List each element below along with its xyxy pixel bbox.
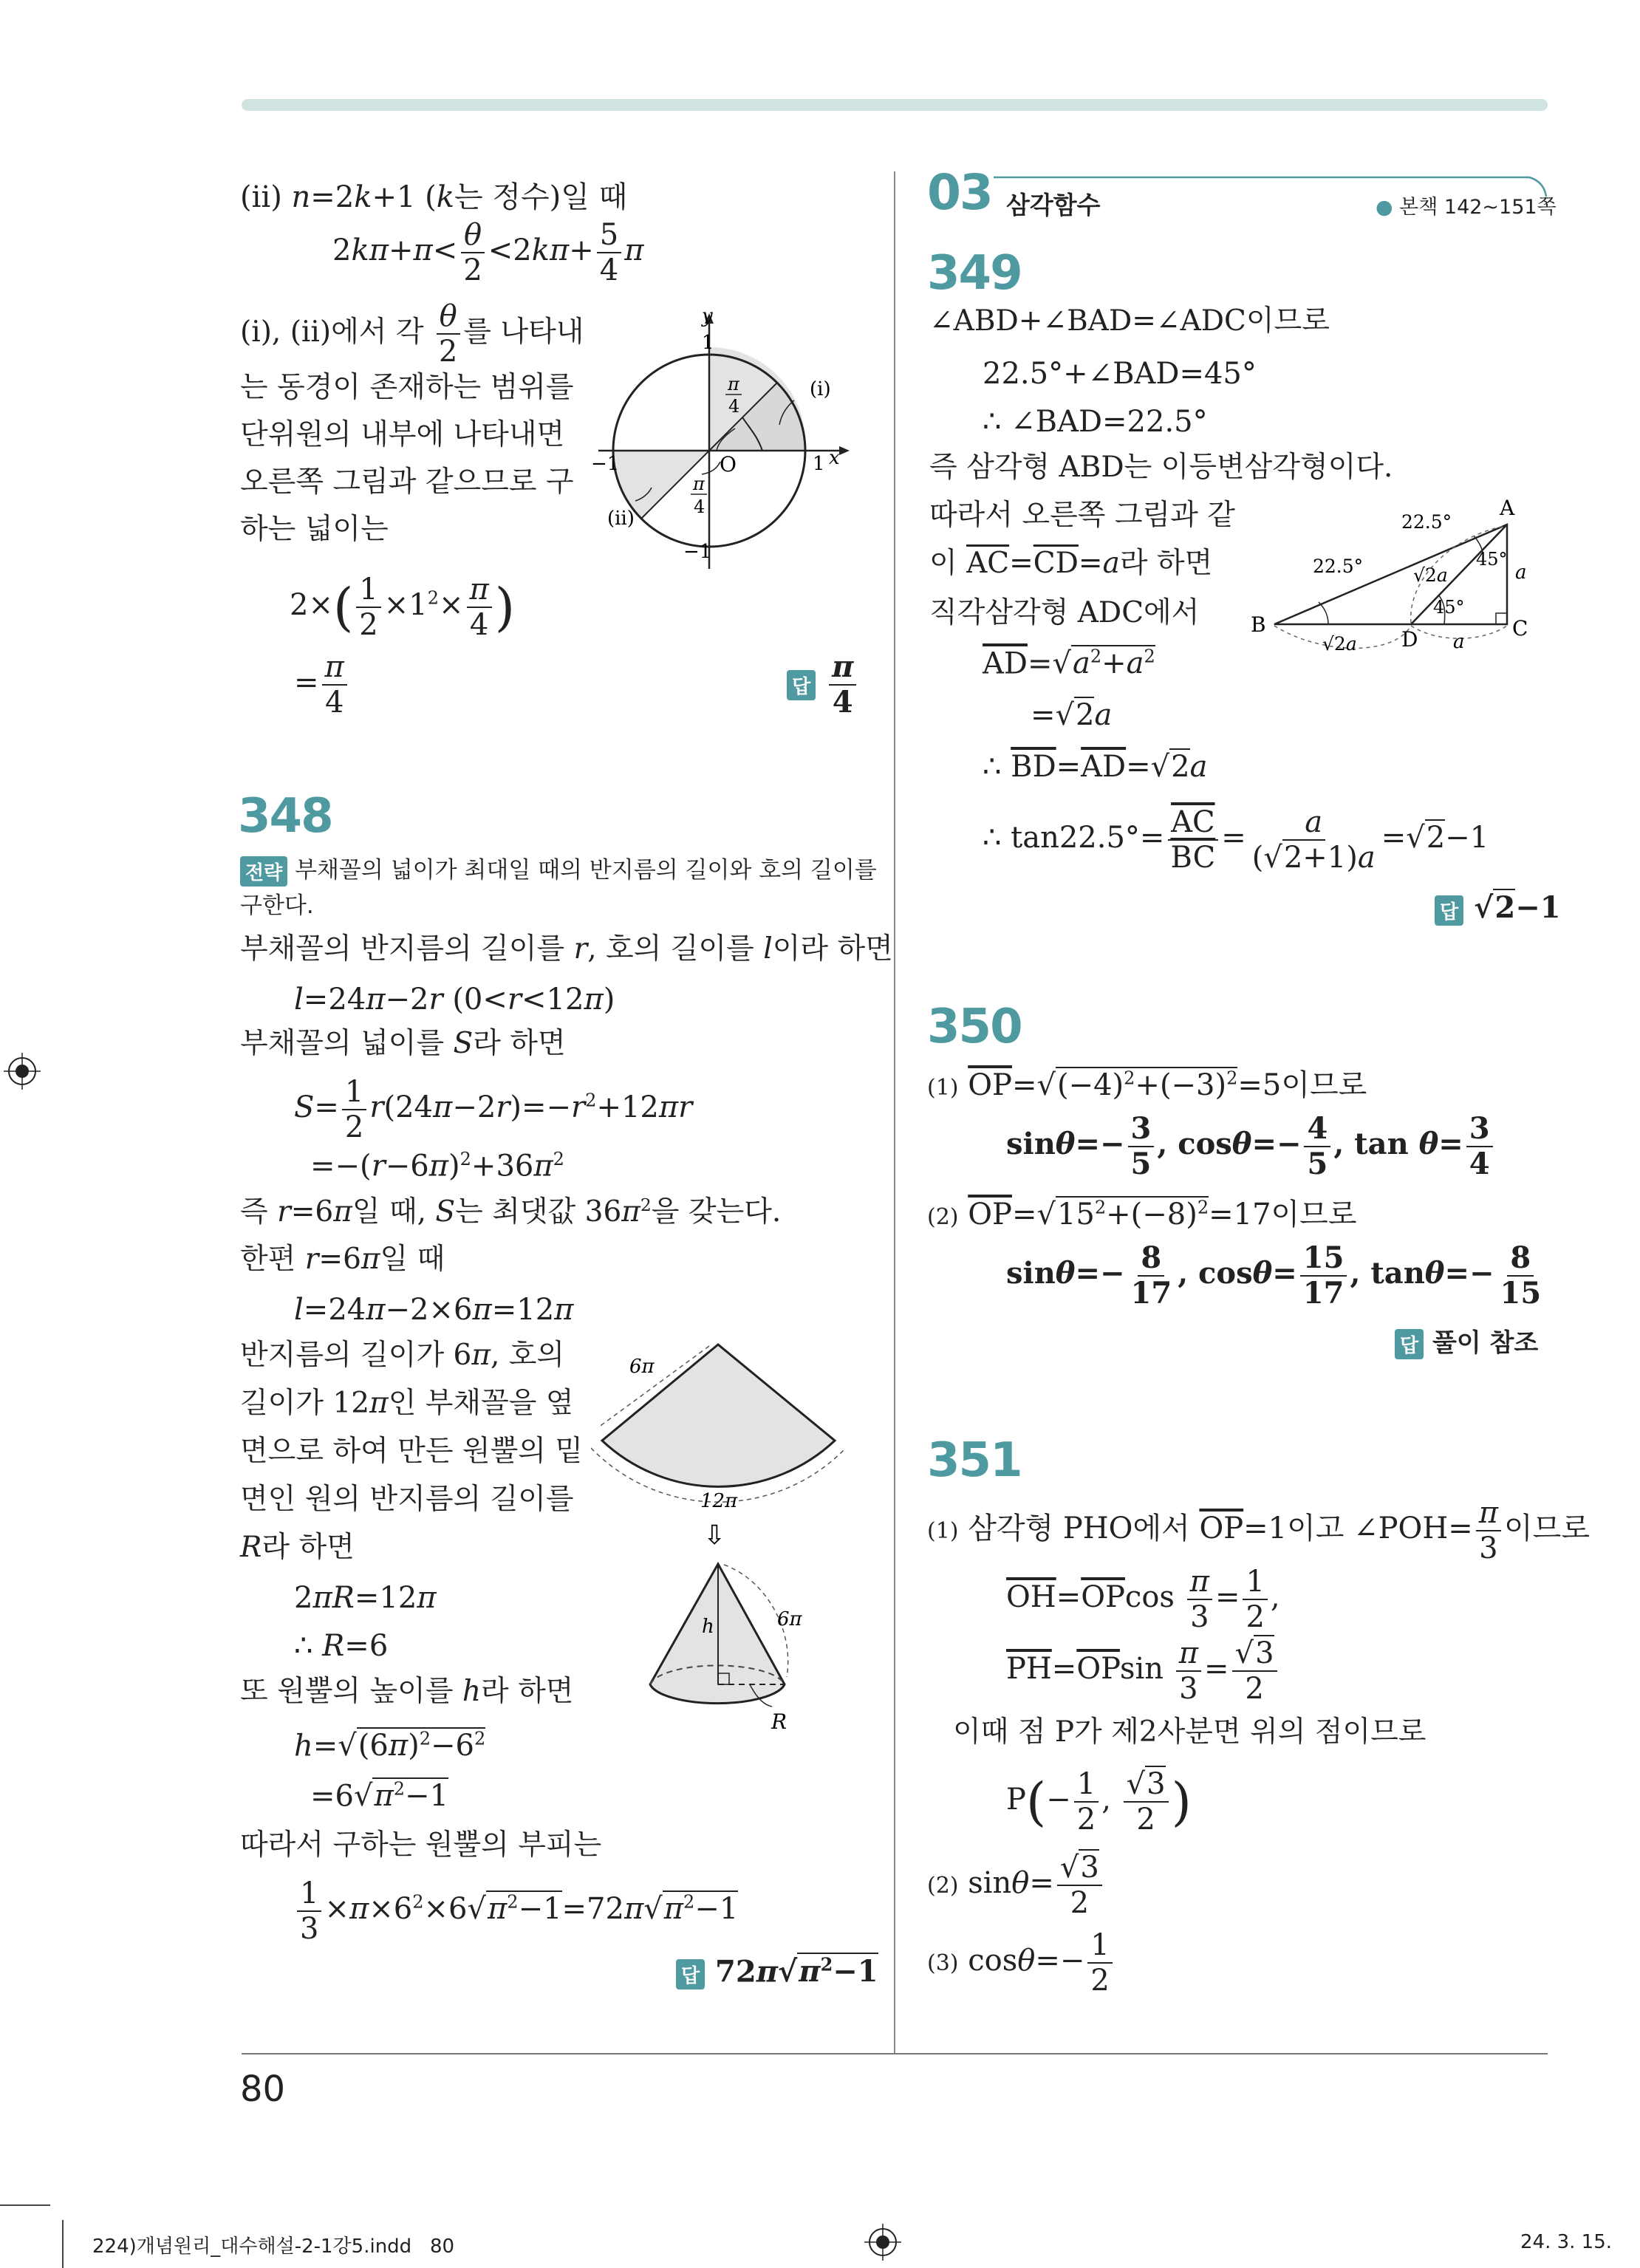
answer-349: 답 √ 2−1	[1435, 890, 1561, 926]
p351-line3: $\overline{PH}=\overline{OP}\sin$ $\frac{\pi}{3}$ = √ $\frac{3}{2}$	[1006, 1636, 1280, 1706]
p351-line4: 이때 점 P가 제2사분면 위의 점이므로	[953, 1715, 1427, 1749]
p349-line4: 즉 삼각형 ABD는 이등변삼각형이다.	[929, 451, 1393, 484]
label-angle-b: 22.5°	[1313, 556, 1364, 577]
label-angle-a-lower: 45°	[1476, 549, 1508, 570]
answer-347: 답 $\frac{\pi}{4}$	[787, 650, 859, 720]
p349-line5: 따라서 오른쪽 그림과 같	[929, 499, 1235, 532]
p351-line5: P(− $\frac{1}{2}$ , √ $\frac{3}{2}$ )	[1006, 1767, 1192, 1837]
section-title: 삼각함수	[1006, 191, 1101, 219]
top-bar	[242, 99, 1548, 111]
label-vertex-c: C	[1512, 616, 1528, 641]
label-case-i: (ⅰ)	[810, 378, 831, 400]
label-cone-slant: 6π	[777, 1608, 802, 1630]
page-number: 80	[240, 2069, 286, 2110]
label-dc-length: a	[1453, 631, 1465, 653]
label-x: x	[829, 447, 840, 469]
answer-badge-350: 답	[1395, 1329, 1424, 1359]
registration-mark-bottom	[864, 2224, 901, 2261]
p349-line9: = √ 2a	[1031, 698, 1112, 732]
label-one-x: 1	[813, 453, 825, 475]
p349-line10: ∴ $\overline{BD}=\overline{AD}=$ √ 2a	[983, 750, 1207, 784]
p348-line13: R라 하면	[240, 1531, 355, 1564]
p348-line3: 부채꼴의 넓이를 S라 하면	[240, 1027, 566, 1060]
p348-line15: ∴ R=6	[294, 1629, 389, 1663]
p349-line8: $\overline{AD}=$ √ $a^2+a^2$	[983, 646, 1155, 680]
p349-line7: 직각삼각형 ADC에서	[929, 596, 1200, 629]
p349-line3: ∴ ∠BAD=22.5°	[983, 405, 1208, 439]
label-one-top: 1	[702, 332, 714, 354]
para1-line4: 오른쪽 그림과 같으므로 구	[240, 465, 574, 499]
area-result: = $\frac{\pi}{4}$	[294, 650, 350, 720]
label-y: y	[702, 305, 713, 327]
p348-line14: 2πR=12π	[294, 1581, 437, 1615]
label-sector-radius: 6π	[629, 1356, 655, 1378]
p348-line18: =6 √ $\pi^2-1$	[310, 1779, 448, 1813]
footer-file: 224)개념원리_대수해설-2-1강5.indd 80	[92, 2235, 455, 2258]
label-vertex-d: D	[1401, 627, 1418, 652]
label-bd-length: √2a	[1322, 633, 1357, 655]
p348-line11: 면으로 하여 만든 원뿔의 밑	[240, 1435, 584, 1468]
problem-351-number: 351	[927, 1433, 1022, 1488]
para1-line5: 하는 넓이는	[240, 513, 389, 546]
problem-348-number: 348	[238, 789, 332, 844]
registration-mark-left	[4, 1053, 41, 1090]
problem-349-number: 349	[927, 246, 1022, 301]
p350-line2: sinθ=− $\frac{3}{5}$ , cosθ=− $\frac{4}{5}$ , tan θ= $\frac{3}{4}$	[1006, 1112, 1496, 1181]
label-case-ii: (ⅱ)	[607, 508, 635, 530]
para1-line1: (ⅰ), (ⅱ)에서 각 $\frac{\theta}{2}$ 를 나타내	[240, 299, 584, 369]
sector-cone-diagram	[591, 1337, 857, 1766]
label-sector-arc: 12π	[700, 1490, 738, 1512]
p348-line7: 한편 r=6π일 때	[240, 1243, 445, 1276]
p348-line19: 따라서 구하는 원뿔의 부피는	[240, 1828, 602, 1862]
label-pi-ii: π	[693, 474, 705, 494]
label-four-i: 4	[728, 396, 740, 417]
p348-line4: S= $\frac{1}{2}$ $r(24\pi-2r)=-r^2+12\pi r$	[294, 1075, 693, 1144]
p349-line6: 이 $\overline{AC}=\overline{CD}=a$라 하면	[929, 547, 1213, 580]
p350-line1: (1) $\overline{OP}=$ √ $(-4)^2+(-3)^2=5$이므로	[927, 1062, 1367, 1104]
label-cone-height: h	[702, 1616, 714, 1638]
label-angle-a: 22.5°	[1401, 511, 1452, 533]
p349-line11: ∴ tan22.5°= $\frac{\overline{AC}}{BC}$ = $\frac{a}{( √ 2+1)a}$ = √ 2−1	[983, 805, 1489, 875]
column-divider	[894, 171, 895, 2054]
p348-line8: l=24π−2×6π=12π	[294, 1293, 574, 1327]
label-ad-length: √2a	[1413, 564, 1448, 586]
p351-line1: (1) 삼각형 PHO에서 $\overline{OP}=1$이고 ∠POH= $\frac{\pi}{3}$ 이므로	[927, 1496, 1590, 1565]
answer-350: 답 풀이 참조	[1395, 1322, 1538, 1359]
p350-line3: (2) $\overline{OP}=$ √ $15^2+(-8)^2=17$이므로	[927, 1191, 1356, 1233]
triangle-diagram	[1245, 491, 1540, 661]
strategy-line1: 전략 부채꼴의 넓이가 최대일 때의 반지름의 길이와 호의 길이를	[240, 851, 877, 887]
bottom-rule	[242, 2053, 1548, 2054]
crop-mark-h	[0, 2204, 50, 2206]
ref-bullet: ●	[1376, 196, 1393, 219]
case2-inequality: 2kπ+π< $\frac{\theta}{2}$ <2kπ+ $\frac{5}{4}$ π	[332, 218, 644, 287]
p350-line4: sinθ=− $\frac{8}{17}$ , cosθ= $\frac{15}{17}$ , tanθ=− $\frac{8}{15}$	[1006, 1240, 1542, 1311]
section-number: 03	[927, 164, 992, 221]
p348-line2: l=24π−2r (0<r<12π)	[294, 983, 615, 1017]
unit-circle-diagram	[591, 303, 864, 576]
label-pi-i: π	[728, 374, 739, 394]
label-four-ii: 4	[694, 496, 705, 517]
p348-line20: $\frac{1}{3}$ $\times\pi\times 6^2\times 6$ √ $\pi^2-1=72\pi$ √ $\pi^2-1$	[294, 1876, 738, 1946]
para1-line3: 단위원의 내부에 나타내면	[240, 418, 565, 451]
answer-348: 답 72π √ $\pi^2-1$	[676, 1954, 878, 1989]
answer-badge-348: 답	[676, 1959, 705, 1989]
p348-line17: h= √ $(6\pi)^2-6^2$	[294, 1729, 485, 1763]
label-minus-one-x: −1	[591, 453, 620, 475]
label-cone-radius: R	[771, 1709, 787, 1734]
p348-line5: $=-(r-6\pi)^2+36\pi^2$	[310, 1149, 564, 1183]
label-down-arrow: ⇩	[703, 1520, 726, 1551]
crop-mark-v	[62, 2220, 64, 2268]
p351-line2: $\overline{OH}=\overline{OP}\cos$ $\frac{\pi}{3}$ = $\frac{1}{2}$ ,	[1006, 1565, 1280, 1634]
label-side-a: a	[1515, 561, 1527, 584]
p348-line9: 반지름의 길이가 6π, 호의	[240, 1339, 565, 1372]
case2-heading: (ⅱ) n=2k+1 (k는 정수)일 때	[240, 180, 628, 214]
label-vertex-b: B	[1251, 612, 1266, 637]
p349-line1: ∠ABD+∠BAD=∠ADC이므로	[929, 304, 1330, 338]
section-ref: ● 본책 142~151쪽	[1376, 196, 1557, 219]
area-calc: 2×( $\frac{1}{2}$ $\times 1^2\times$ $\frac{\pi}{4}$ )	[290, 573, 516, 642]
para1-line2: 는 동경이 존재하는 범위를	[240, 371, 574, 404]
answer-badge-349: 답	[1435, 895, 1463, 926]
footer-date: 24. 3. 15.	[1520, 2231, 1613, 2253]
strategy-line2: 구한다.	[240, 892, 314, 919]
p351-line6: (2) sinθ= √ $\frac{3}{2}$	[927, 1851, 1105, 1920]
strategy-badge: 전략	[240, 856, 287, 887]
p348-line6: 즉 r=6π일 때, S는 최댓값 $36\pi^2$을 갖는다.	[240, 1195, 782, 1229]
label-origin: O	[720, 452, 737, 477]
p348-line16: 또 원뿔의 높이를 h라 하면	[240, 1675, 574, 1708]
triangle-abc	[1274, 525, 1507, 624]
label-angle-d: 45°	[1433, 597, 1465, 618]
label-vertex-a: A	[1500, 496, 1515, 520]
p348-line1: 부채꼴의 반지름의 길이를 r, 호의 길이를 l이라 하면	[240, 932, 893, 966]
label-minus-one-y: −1	[683, 541, 712, 563]
p348-line10: 길이가 12π인 부채꼴을 옆	[240, 1387, 574, 1420]
p348-line12: 면인 원의 반지름의 길이를	[240, 1483, 574, 1516]
p349-line2: 22.5°+∠BAD=45°	[983, 357, 1257, 391]
p351-line7: (3) cosθ=− $\frac{1}{2}$	[927, 1928, 1115, 1998]
problem-350-number: 350	[927, 1000, 1022, 1054]
answer-badge: 답	[787, 670, 816, 700]
